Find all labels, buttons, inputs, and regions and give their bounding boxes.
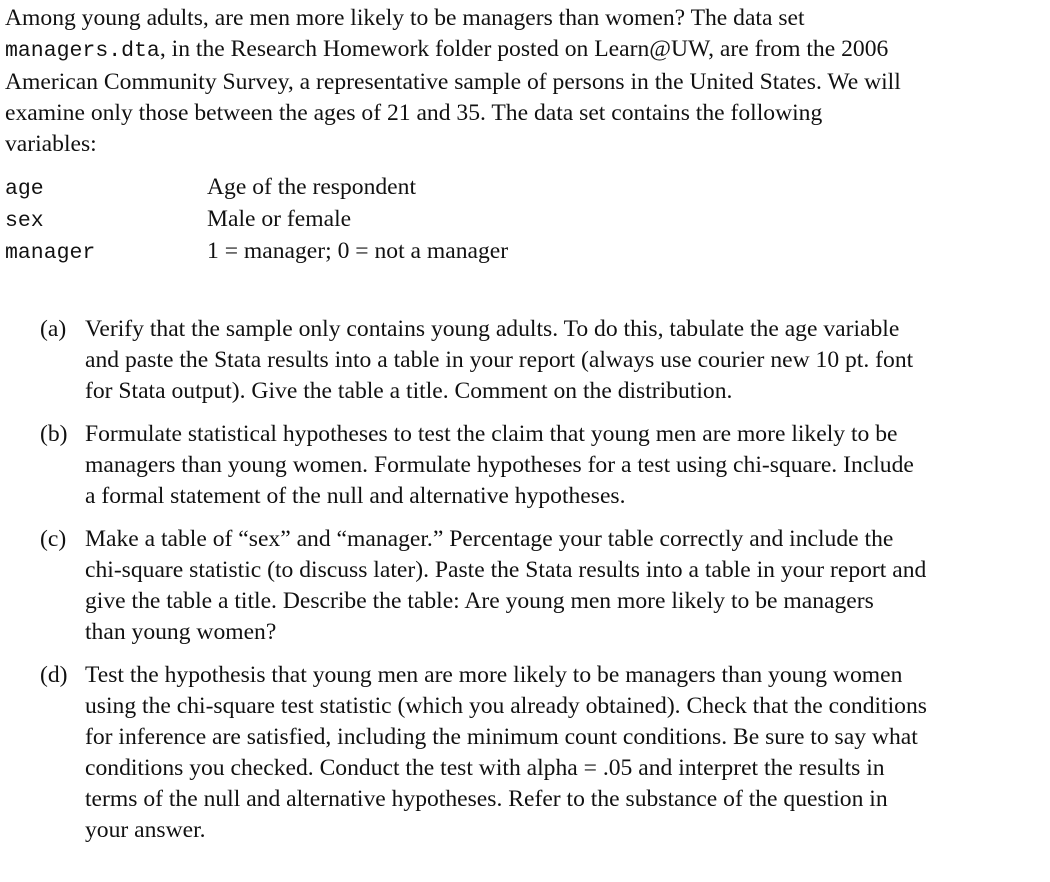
question-a <box>40 314 1045 407</box>
variable-list <box>5 172 1005 268</box>
intro-line: American Community Survey, a representative sample of persons in the United States. We will <box>5 69 901 95</box>
variable-name: age <box>5 177 44 201</box>
variable-row <box>5 204 1005 236</box>
question-line: Make a table of “sex” and “manager.” Percentage your table correctly and include the <box>85 526 894 552</box>
question-list <box>40 314 1045 858</box>
question-text <box>85 660 1045 846</box>
question-line: Test the hypothesis that young men are more likely to be managers than young women <box>85 662 903 688</box>
question-line: Verify that the sample only contains young adults. To do this, tabulate the age variable <box>85 316 900 342</box>
question-line: give the table a title. Describe the table: Are young men more likely to be managers <box>85 588 874 614</box>
filename-suffix: , <box>159 36 166 62</box>
question-label: (d) <box>40 662 68 688</box>
question-line: terms of the null and alternative hypotheses. Refer to the substance of the question in <box>85 786 888 812</box>
question-c <box>40 524 1045 648</box>
question-line: chi-square statistic (to discuss later). Paste the Stata results into a table in your report and <box>85 557 927 583</box>
question-line: using the chi-square test statistic (which you already obtained). Check that the conditions <box>85 693 927 719</box>
variable-description: 1 = manager; 0 = not a manager <box>207 238 509 264</box>
question-text <box>85 524 1045 648</box>
question-line: your answer. <box>85 817 206 843</box>
question-label: (b) <box>40 421 68 447</box>
variable-row <box>5 236 1005 268</box>
question-line: for inference are satisfied, including the minimum count conditions. Be sure to say what <box>85 724 918 750</box>
variable-name: sex <box>5 209 44 233</box>
variable-row <box>5 172 1005 204</box>
variable-name: manager <box>5 241 96 265</box>
intro-line: Among young adults, are men more likely to be managers than women? The data set <box>5 5 805 31</box>
intro-line: in the Research Homework folder posted on Learn@UW, are from the 2006 <box>171 36 889 62</box>
question-label: (a) <box>40 316 67 342</box>
question-d <box>40 660 1045 846</box>
question-text <box>85 314 1045 407</box>
intro-paragraph <box>5 3 1045 160</box>
intro-line-with-filename <box>5 34 1045 67</box>
variable-description: Age of the respondent <box>207 174 417 200</box>
question-b <box>40 419 1045 512</box>
question-line: and paste the Stata results into a table in your report (always use courier new 10 pt. font <box>85 347 914 373</box>
intro-line: variables: <box>5 131 97 157</box>
question-line: for Stata output). Give the table a title. Comment on the distribution. <box>85 378 733 404</box>
question-line: than young women? <box>85 619 277 645</box>
question-line: Formulate statistical hypotheses to test the claim that young men are more likely to be <box>85 421 898 447</box>
question-text <box>85 419 1045 512</box>
intro-line: examine only those between the ages of 21 and 35. The data set contains the following <box>5 100 823 126</box>
question-label: (c) <box>40 526 67 552</box>
question-line: conditions you checked. Conduct the test with alpha = .05 and interpret the results in <box>85 755 885 781</box>
question-line: a formal statement of the null and alternative hypotheses. <box>85 483 626 509</box>
question-line: managers than young women. Formulate hypotheses for a test using chi-square. Include <box>85 452 914 478</box>
variable-description: Male or female <box>207 206 352 232</box>
dataset-filename: managers.dta <box>5 39 160 63</box>
